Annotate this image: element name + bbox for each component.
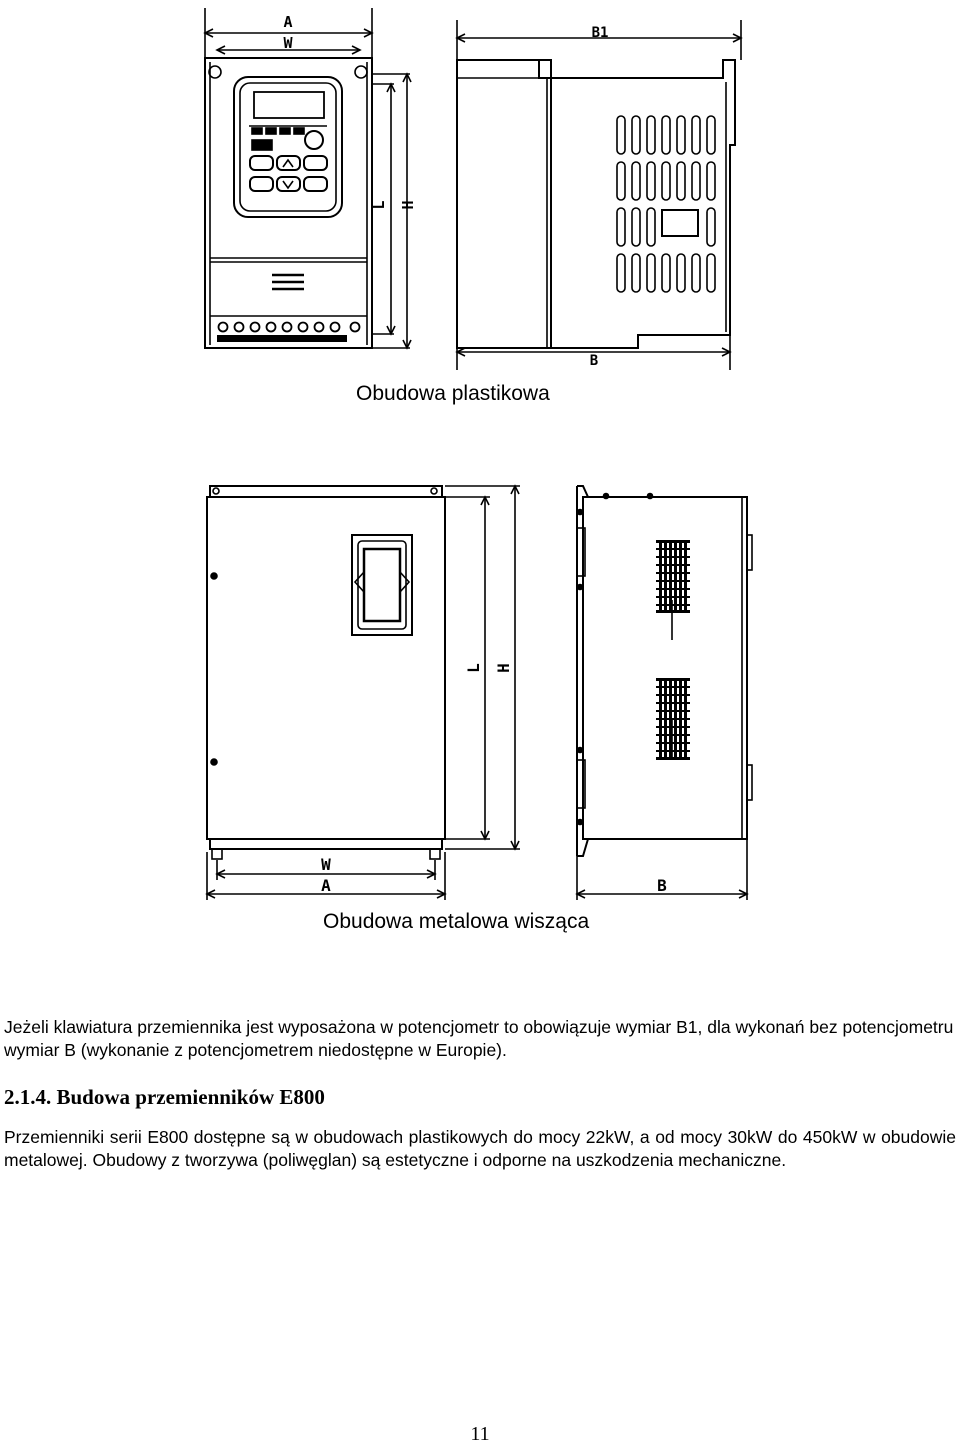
dim-label-a-metal: A bbox=[321, 876, 331, 895]
dim-label-b: B bbox=[589, 353, 599, 369]
section-paragraph: Przemienniki serii E800 dostępne są w obudowach plastikowych do mocy 22kW, a od mocy 30kW do 450kW w obudowie metalowej. Obudowy z tworzywa (poliwęglan) są estetyczne i odporne na uszkodzenia mechaniczne. bbox=[4, 1127, 956, 1170]
dimension-note: Jeżeli klawiatura przemiennika jest wyposażona w potencjometr to obowiązuje wymiar B1, dla wykonań bez potencjometru wymiar B (wykonanie z potencjometrem niedostępne w Europie). bbox=[4, 1017, 954, 1060]
dim-label-l: L bbox=[370, 200, 388, 210]
section-heading: 2.1.4. Budowa przemienników E800 bbox=[4, 1085, 325, 1109]
dim-label-h: H bbox=[399, 200, 417, 210]
dim-label-a: A bbox=[283, 13, 293, 31]
dim-label-w-metal: W bbox=[321, 855, 331, 874]
dim-label-h-metal: H bbox=[494, 663, 513, 673]
dim-label-b1: B1 bbox=[591, 25, 609, 41]
metal-enclosure-drawing bbox=[195, 475, 765, 905]
dim-label-l-metal: L bbox=[464, 663, 483, 673]
page-number: 11 bbox=[470, 1423, 490, 1445]
dim-label-b-metal: B bbox=[657, 876, 667, 895]
dim-label-w: W bbox=[283, 34, 293, 52]
figure2-caption: Obudowa metalowa wisząca bbox=[323, 910, 590, 933]
plastic-enclosure-drawing bbox=[190, 0, 770, 375]
figure1-caption: Obudowa plastikowa bbox=[356, 382, 550, 405]
